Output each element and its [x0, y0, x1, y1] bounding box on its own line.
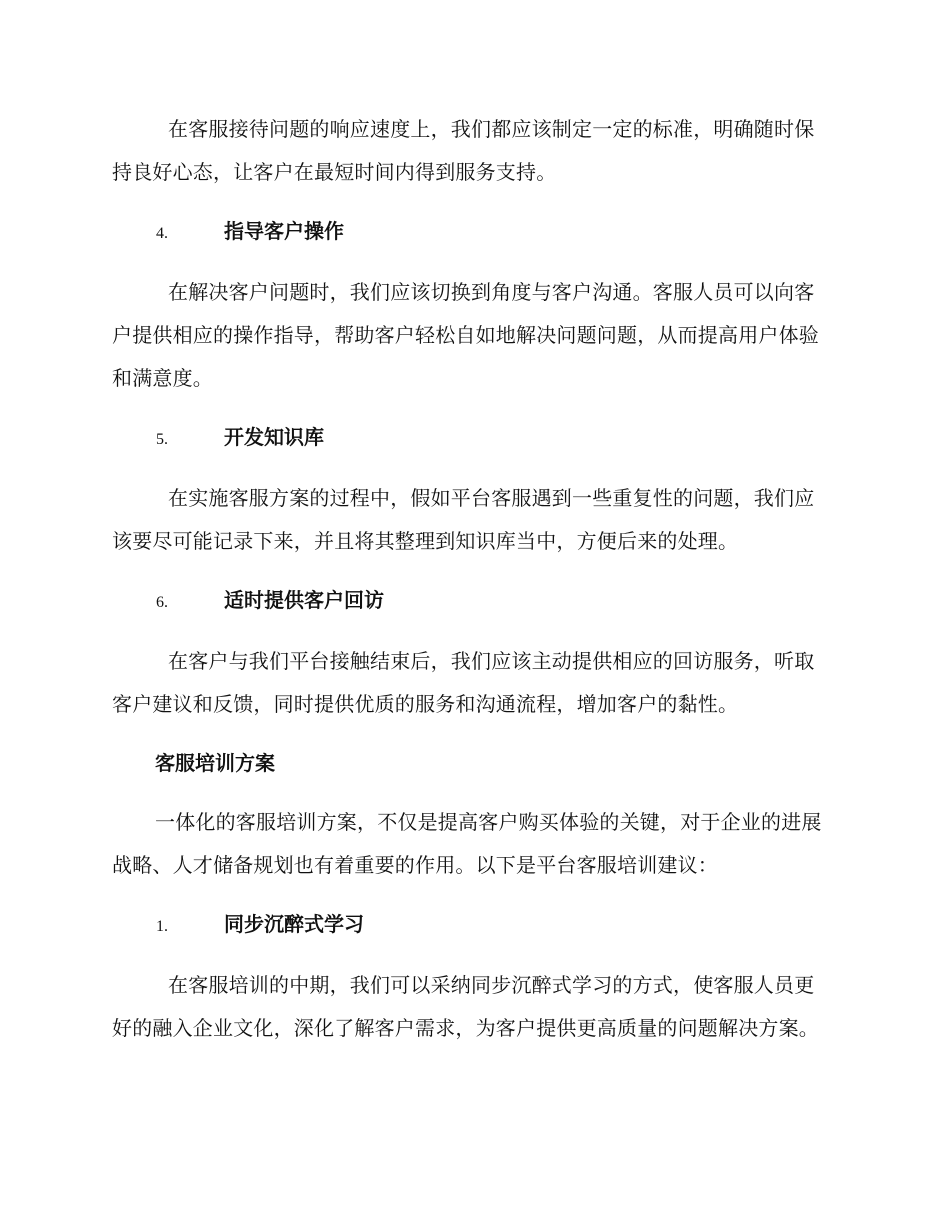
- heading-follow-up: [112, 579, 832, 624]
- paragraph-training-intro: 一体化的客服培训方案，不仅是提高客户购买体验的关键，对于企业的进展战略、人才储备规划也有着重要的作用。以下是平台客服培训建议：: [112, 810, 822, 877]
- paragraph-knowledge-base: 在实施客服方案的过程中，假如平台客服遇到一些重复性的问题，我们应该要尽可能记录下来，并且将其整理到知识库当中，方便后来的处理。: [112, 486, 815, 553]
- paragraph-response-speed: 在客服接待问题的响应速度上，我们都应该制定一定的标准，明确随时保持良好心态，让客户在最短时间内得到服务支持。: [112, 117, 815, 184]
- paragraph-immersive-learning: 在客服培训的中期，我们可以采纳同步沉醉式学习的方式，使客服人员更好的融入企业文化，深化了解客户需求，为客户提供更高质量的问题解决方案。: [112, 973, 819, 1040]
- heading-immersive-learning: [112, 903, 832, 948]
- heading-guide-customer: [112, 210, 832, 255]
- heading-knowledge-base: [112, 416, 832, 461]
- heading-number: 5.: [156, 431, 168, 448]
- heading-text: 指导客户操作: [224, 219, 344, 243]
- heading-text: 开发知识库: [224, 425, 324, 449]
- heading-text: 同步沉醉式学习: [224, 912, 364, 936]
- document-body: [112, 108, 832, 1066]
- heading-text: 适时提供客户回访: [224, 588, 384, 612]
- heading-number: 1.: [156, 918, 168, 935]
- heading-number: 6.: [156, 594, 168, 611]
- heading-number: 4.: [156, 225, 168, 242]
- paragraph-guide-customer: 在解决客户问题时，我们应该切换到角度与客户沟通。客服人员可以向客户提供相应的操作指导，帮助客户轻松自如地解决问题问题，从而提高用户体验和满意度。: [112, 280, 819, 390]
- section-title-training: 客服培训方案: [155, 751, 275, 775]
- paragraph-follow-up: 在客户与我们平台接触结束后，我们应该主动提供相应的回访服务，听取客户建议和反馈，同时提供优质的服务和沟通流程，增加客户的黏性。: [112, 649, 815, 716]
